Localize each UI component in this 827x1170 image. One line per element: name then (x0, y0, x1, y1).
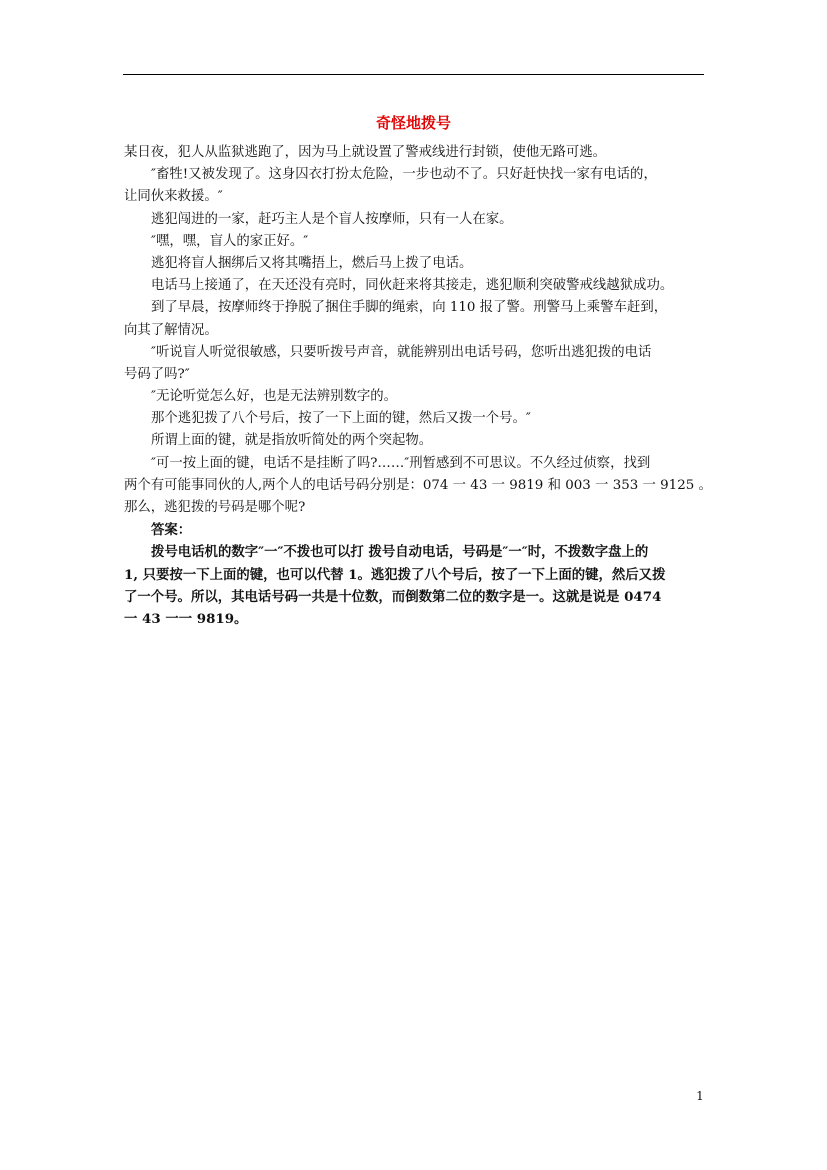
text-line: 向其了解情况。 (124, 322, 218, 338)
text-line: ″嘿，嘿，盲人的家正好。″ (151, 233, 309, 249)
text-line: 那个逃犯拨了八个号后，按了一下上面的键，然后又拨一个号。″ (151, 411, 531, 427)
text-line: ″畜牲!又被发现了。这身囚衣打扮太危险，一步也动不了。只好赶快找一家有电话的， (151, 167, 657, 183)
answer-line: 1, 只要按一下上面的键，也可以代替 1。逃犯拨了八个号后，按了一下上面的键，然后又拨 (124, 566, 666, 583)
text-line: 那么，逃犯拨的号码是哪个呢? (124, 500, 306, 515)
header-rule (123, 74, 704, 75)
text-line: 逃犯闯进的一家，赶巧主人是个盲人按摩师，只有一人在家。 (151, 211, 513, 227)
text-line: ″无论听觉怎么好，也是无法辨别数字的。 (151, 389, 398, 405)
text-line: 所谓上面的键，就是指放听简处的两个突起物。 (151, 433, 433, 449)
answer-heading: 答案： (151, 522, 192, 539)
page-number: 1 (696, 1089, 704, 1103)
document-title: 奇怪地拨号 (375, 114, 451, 132)
text-line: 两个有可能事同伙的人,两个人的电话号码分别是：074 一 43 一 9819 和 003 一 353 一 9125 。 (124, 477, 712, 493)
text-line: 让同伙来救援。″ (124, 189, 223, 205)
answer-line: 一 43 一一 9819。 (124, 610, 248, 627)
text-line: 电话马上接通了，在天还没有亮时，同伙赶来将其接走，逃犯顺利突破警戒线越狱成功。 (151, 278, 674, 294)
text-line: 到了早晨，按摩师终于挣脱了捆住手脚的绳索，向 110 报了警。刑警马上乘警车赶到， (151, 300, 668, 316)
answer-line: 了一个号。所以，其电话号码一共是十位数，而倒数第二位的数字是一。这就是说是 0474 (124, 588, 662, 605)
text-line: 号码了吗?″ (124, 366, 190, 382)
document-body (124, 142, 722, 630)
text-line: 逃犯将盲人捆绑后又将其嘴捂上，燃后马上拨了电话。 (151, 255, 473, 271)
text-line: ″可一按上面的键，电话不是挂断了吗?……″刑暂感到不可思议。不久经过侦察，找到 (151, 455, 651, 471)
text-line: 某日夜，犯人从监狱逃跑了，因为马上就设置了警戒线进行封锁，使他无路可逃。 (124, 145, 607, 160)
answer-line: 拨号电话机的数字″一″不拨也可以打 拨号自动电话，号码是″一″时，不拨数字盘上的 (151, 544, 649, 561)
text-line: ″听说盲人听觉很敏感，只要听拨号声音，就能辨别出电话号码，您听出逃犯拨的电话 (151, 344, 652, 360)
